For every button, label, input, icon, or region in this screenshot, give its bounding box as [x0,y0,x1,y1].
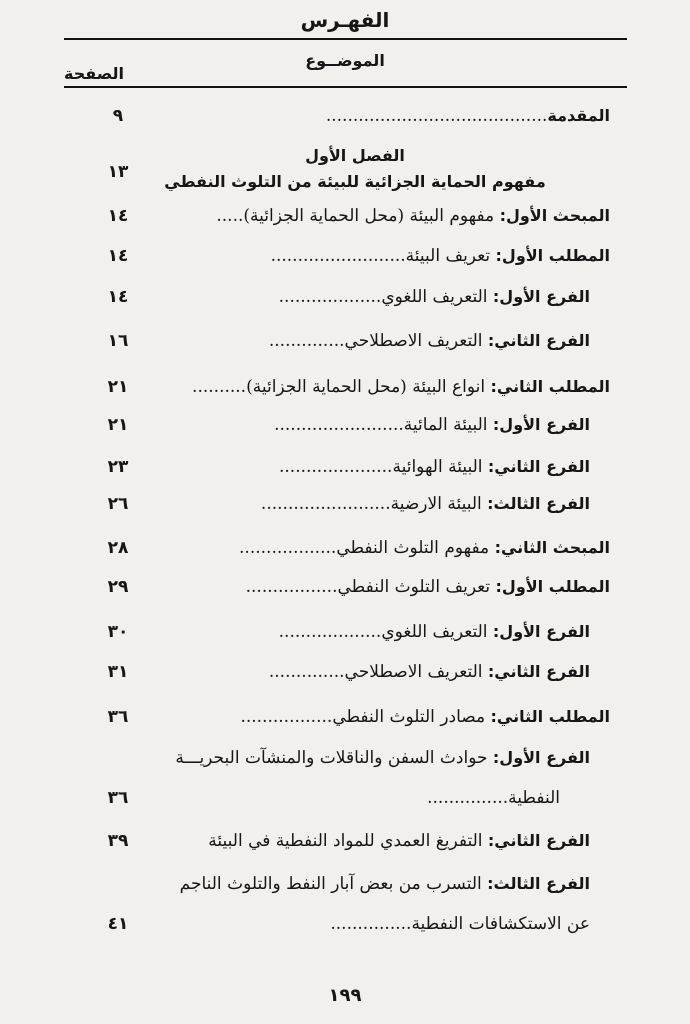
toc-entry [261,492,590,516]
entry-prefix: الفرع الثاني: [487,331,590,350]
leader-dots: ........................ [274,415,404,435]
leader-dots: ................. [245,577,338,597]
page-number: ١٦ [107,331,129,351]
entry-prefix: الفرع الثالث: [487,874,590,893]
entry-text: مصادر التلوث النفطي [332,707,491,727]
toc-entry [216,204,610,228]
toc-entry [279,285,590,309]
toc-entry [427,786,560,810]
page-number: ٣١ [107,662,129,682]
page-footer-number: ١٩٩ [328,985,362,1006]
page-number: ٢١ [107,377,129,397]
entry-text: التعريف الاصطلاحي [344,662,488,682]
entry-prefix: الفرع الثالث: [487,494,590,513]
entry-text: انواع البيئة (محل الحماية الجزائية) [246,377,491,397]
entry-prefix: المطلب الأول: [495,246,610,265]
leader-dots: .............. [268,331,345,351]
page-number: ٣٠ [107,622,129,642]
entry-text: التعريف الاصطلاحي [344,331,488,351]
toc-entry [269,329,590,353]
toc-entry [192,375,610,399]
page-number: ٣٦ [107,788,129,808]
toc-entry [240,705,610,729]
page-number: ٤١ [107,914,129,934]
page-number: ١٤ [107,206,129,226]
leader-dots: .................. [239,538,337,558]
toc-entry [326,104,610,128]
entry-prefix: الفرع الثاني: [487,457,590,476]
toc-entry [279,455,590,479]
column-header-topic: الموضــوع [305,51,385,70]
entry-prefix: الفرع الأول: [492,622,590,641]
page-number: ١٣ [107,162,129,182]
entry-text: التعريف اللغوي [381,622,493,642]
page-number: ٢٩ [107,577,129,597]
page-number: ١٤ [107,246,129,266]
entry-text: مفهوم البيئة (محل الحماية الجزائية) [243,206,500,226]
column-header-page: الصفحة [64,64,125,83]
leader-dots: ................. [240,707,333,727]
entry-text: حوادث السفن والناقلات والمنشآت البحريـــة [175,748,493,768]
entry-text: التفريغ العمدي للمواد النفطية في البيئة [208,831,488,851]
entry-prefix: الفرع الثاني: [487,831,590,850]
chapter-title: مفهوم الحماية الجزائية للبيئة من التلوث النفطي [164,172,546,191]
page-number: ٣٩ [107,831,129,851]
entry-text: البيئة المائية [403,415,493,435]
entry-prefix: الفرع الأول: [492,748,590,767]
page-number: ٢١ [107,415,129,435]
entry-prefix: المطلب الأول: [495,577,610,596]
header-rule [64,86,627,88]
leader-dots: .............. [268,662,345,682]
entry-prefix: الفرع الثاني: [487,662,590,681]
toc-entry [175,746,590,770]
leader-dots: ..... [216,206,244,226]
leader-dots: ............... [330,914,412,934]
toc-entry [208,829,590,853]
page-number: ١٤ [107,287,129,307]
page-number: ٢٨ [107,538,129,558]
entry-text: مفهوم التلوث النفطي [336,538,495,558]
entry-text: عن الاستكشافات النفطية [411,914,590,934]
page-number: ٣٦ [107,707,129,727]
entry-prefix: المقدمة [547,106,610,125]
leader-dots: ..................... [278,457,393,477]
leader-dots: ................... [278,287,382,307]
entry-text: التعريف اللغوي [381,287,493,307]
entry-prefix: الفرع الأول: [492,415,590,434]
leader-dots: ......................... [270,246,406,266]
toc-entry [274,413,590,437]
leader-dots: ................... [278,622,382,642]
leader-dots: ............... [427,788,509,808]
toc-entry [271,244,610,268]
leader-dots: ......................................... [325,106,548,126]
leader-dots: ........................ [260,494,391,514]
page-number: ٢٣ [107,457,129,477]
toc-entry [330,912,590,936]
page-title: الفهـرس [300,8,390,32]
toc-entry [269,660,590,684]
entry-prefix: المبحث الثاني: [494,538,610,557]
entry-text: النفطية [508,788,560,808]
toc-entry [246,575,610,599]
entry-text: تعريف البيئة [405,246,496,266]
entry-text: البيئة الارضية [390,494,488,514]
entry-prefix: الفرع الأول: [492,287,590,306]
page-number: ٩ [112,106,124,126]
page-number: ٢٦ [107,494,129,514]
toc-entry [239,536,610,560]
entry-text: البيئة الهوائية [392,457,488,477]
toc-entry [180,872,590,896]
entry-prefix: المطلب الثاني: [490,377,610,396]
leader-dots: .......... [192,377,247,397]
title-rule [64,38,627,40]
toc-entry [279,620,590,644]
entry-prefix: المبحث الأول: [499,206,610,225]
chapter-label: الفصل الأول [305,146,405,165]
entry-prefix: المطلب الثاني: [490,707,610,726]
entry-text: التسرب من بعض آبار النفط والتلوث الناجم [179,874,488,894]
entry-text: تعريف التلوث النفطي [337,577,496,597]
